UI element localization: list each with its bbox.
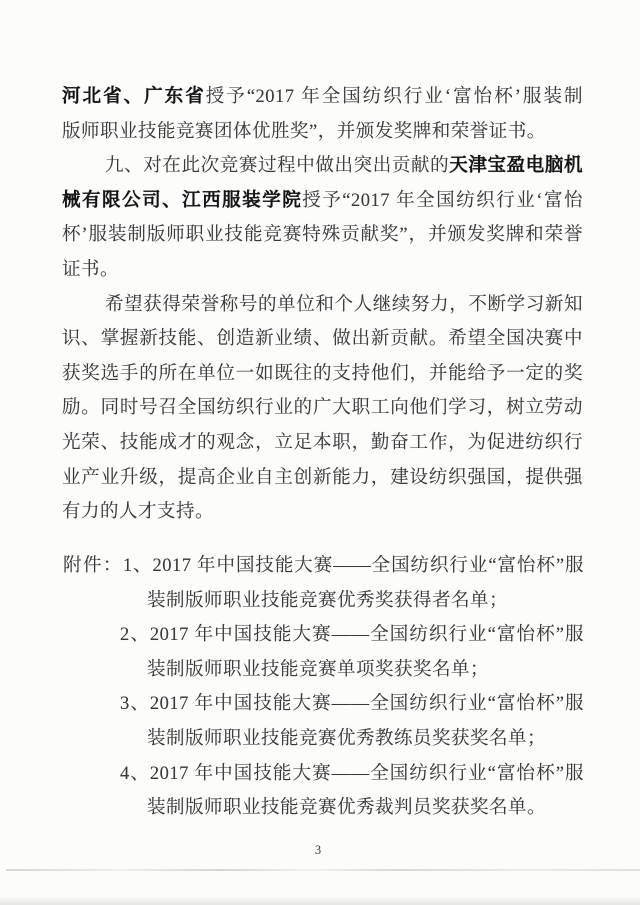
text-line [62, 115, 583, 150]
attachment-item-line: 3、2017 年中国技能大赛——全国纺织行业“富怡杯”服 [120, 694, 584, 715]
text-line [62, 461, 583, 496]
text-line [62, 253, 583, 288]
attachment-item-line: 装制版师职业技能竞赛优秀奖获得者名单； [147, 590, 509, 611]
text-segment: 业产业升级，提高企业自主创新能力，建设纺织强国，提供强 [62, 467, 583, 488]
scan-artifact-line [6, 869, 640, 871]
text-line [62, 288, 583, 323]
page-number: 3 [314, 843, 322, 857]
paragraph [62, 149, 583, 287]
attachment-item-line: 4、2017 年中国技能大赛——全国纺织行业“富怡杯”服 [120, 763, 584, 784]
text-segment: 授予“2017 年全国纺织行业‘富怡 [302, 190, 583, 211]
text-line [62, 80, 583, 115]
attachment-item-line: 装制版师职业技能竞赛优秀裁判员奖获奖名单。 [147, 798, 547, 819]
text-segment: 获奖选手的所在单位一如既往的支持他们，并能给予一定的奖 [62, 363, 583, 384]
text-line [62, 218, 583, 253]
text-line [62, 495, 583, 530]
text-line [62, 149, 583, 184]
text-segment: 杯’服装制版师职业技能竞赛特殊贡献奖”，并颁发奖牌和荣誉 [62, 225, 583, 246]
text-segment: 授予“2017 年全国纺织行业‘富怡杯’服装制 [205, 87, 583, 107]
text-segment: 希望获得荣誉称号的单位和个人继续努力，不断学习新知 [105, 294, 583, 315]
text-segment: 版师职业技能竞赛团体优胜奖”，并颁发奖牌和荣誉证书。 [62, 121, 546, 142]
scan-edge-shadow [0, 896, 640, 905]
text-segment: 证书。 [62, 259, 120, 280]
text-segment: 识、掌握新技能、创造新业绩、做出新贡献。希望全国决赛中 [62, 329, 583, 350]
text-line [62, 184, 583, 219]
attachments-section [63, 549, 584, 826]
text-segment: 光荣、技能成才的观念，立足本职，勤奋工作，为促进纺织行 [62, 432, 583, 453]
text-segment: 励。同时号召全国纺织行业的广大职工向他们学习，树立劳动 [62, 398, 583, 419]
bold-text-segment: 天津宝盈电脑机 [449, 156, 583, 177]
attachment-item-line: 2、2017 年中国技能大赛——全国纺织行业“富怡杯”服 [120, 625, 584, 646]
text-segment: 九、对在此次竞赛过程中做出突出贡献的 [105, 156, 450, 177]
text-line [62, 391, 583, 426]
text-line [62, 322, 583, 357]
paragraph [62, 288, 583, 530]
text-line [62, 357, 583, 392]
attachment-item-line: 装制版师职业技能竞赛优秀教练员奖获奖名单； [147, 728, 547, 749]
bold-text-segment: 械有限公司、江西服装学院 [62, 190, 303, 211]
attachments-label: 附件： [63, 556, 123, 576]
paragraph [62, 80, 583, 149]
text-line [62, 426, 583, 461]
document-body [62, 80, 583, 530]
attachment-item-line: 装制版师职业技能竞赛单项奖获奖名单； [147, 659, 490, 680]
bold-text-segment: 河北省、广东省 [62, 87, 206, 107]
attachment-item-line [63, 549, 584, 584]
text-segment: 有力的人才支持。 [62, 502, 215, 523]
text-segment: 1、2017 年中国技能大赛——全国纺织行业“富怡杯”服 [122, 556, 584, 576]
